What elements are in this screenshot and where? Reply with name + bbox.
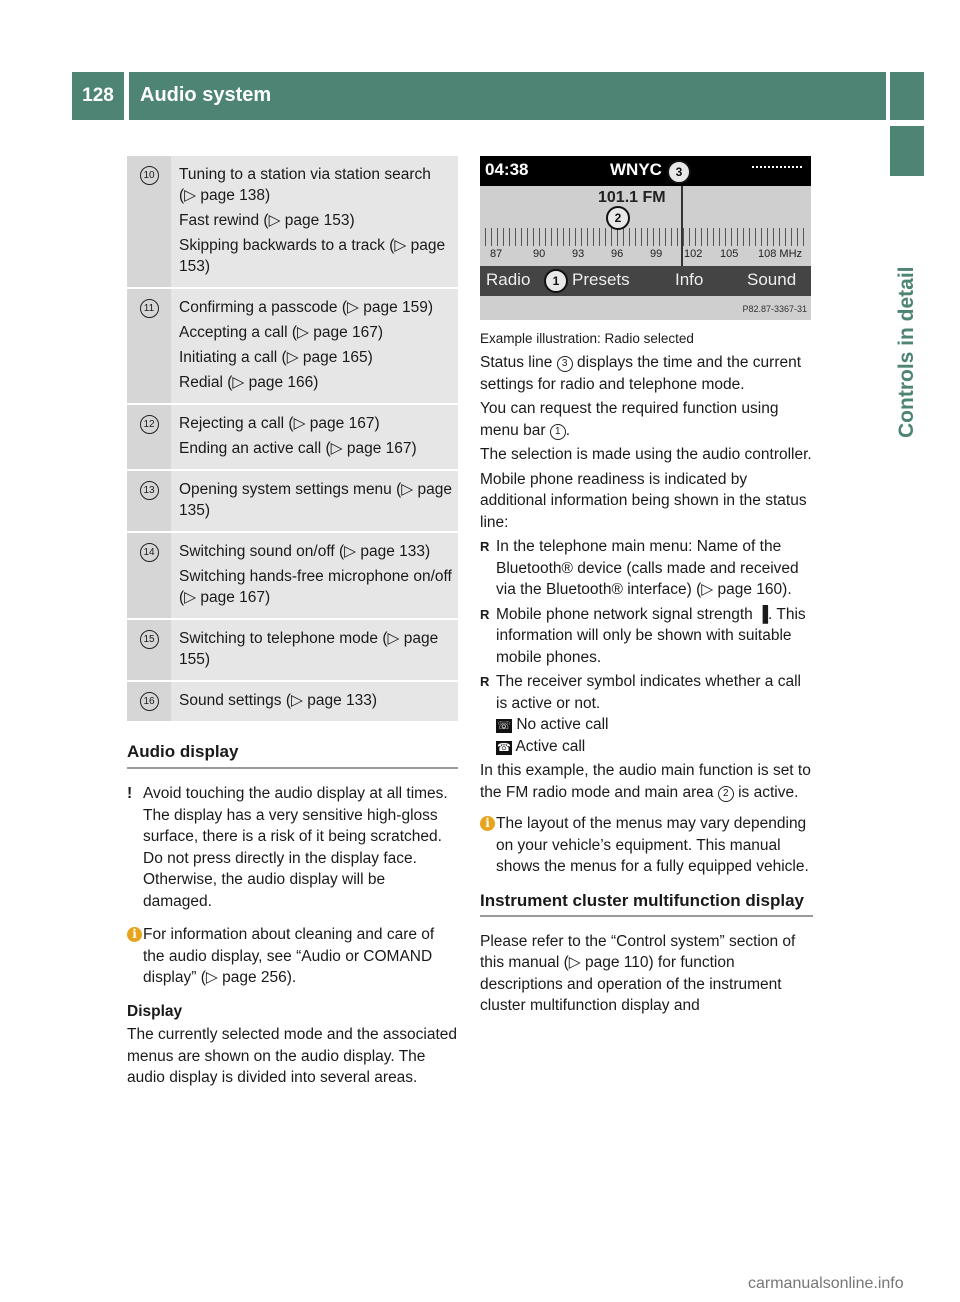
- callout-2: 2: [606, 206, 630, 230]
- right-column: Example illustration: Radio selected Status line 3 displays the time and the current settings for radio and telephone mode. You can request the required function using menu bar 1 . The selection is made using the audio controller. Mobile phone readiness is indicated by additional information being shown in the status line: R In the telephone main menu: Name of the Bluetooth® device (calls made and received via the Bluetooth® interface) (▷ page 160). R Mobile phone network signal strength ▐. This information will only be shown with suitable mobile phones. R The receiver symbol indicates whether a call is active or not. ☏ No active call ☎ Active call In this example, the audio main function is set to the FM radio mode and main area 2 is active. i The layout of the menus may vary depending on your vehicle’s equipment. This manual shows the menus for a fully equipped vehicle. Instrument cluster multifunction display Please refer to the “Control system” section of this manual (▷ page 110) for function descriptions and operation of the instrument cluster multifunction display and: [480, 331, 813, 1017]
- tuner-needle: [681, 186, 683, 266]
- section-heading: Audio display: [127, 742, 458, 769]
- callout-11: 11: [140, 299, 159, 318]
- section-title: Audio system: [129, 72, 886, 120]
- info-icon: i: [127, 927, 142, 942]
- table-row: [127, 289, 458, 405]
- table-cell: Redial (▷ page 166): [179, 374, 319, 391]
- callout-ref-3: 3: [557, 356, 573, 372]
- callout-ref-1: 1: [550, 424, 566, 440]
- radio-display-illustration: [480, 156, 811, 320]
- table-cell: Ending an active call (▷ page 167): [179, 440, 417, 457]
- scale-label: 87: [490, 248, 503, 260]
- table-cell: Opening system settings menu (▷ page 135): [179, 481, 452, 519]
- page-number: 128: [72, 72, 124, 120]
- table-row: [127, 471, 458, 533]
- frequency-scale: [485, 228, 807, 246]
- info-note: i The layout of the menus may vary depending on your vehicle’s equipment. This manual shows the menus for a fully equipped vehicle.: [480, 813, 813, 878]
- frequency: 101.1 FM: [598, 189, 666, 206]
- subheading: Display: [127, 1002, 183, 1020]
- function-table: [127, 156, 458, 723]
- callout-16: 16: [140, 692, 159, 711]
- menu-item-sound: Sound: [747, 270, 797, 289]
- scale-label: 93: [572, 248, 585, 260]
- callout-3: 3: [667, 160, 691, 184]
- menu-item-radio: Radio: [486, 270, 531, 289]
- menu-item-presets: Presets: [572, 270, 630, 289]
- scale-label: 102: [684, 248, 703, 260]
- list-item: R In the telephone main menu: Name of the Bluetooth® device (calls made and received via the Bluetooth® interface) (▷ page 160).: [480, 536, 813, 601]
- table-cell: Initiating a call (▷ page 165): [179, 349, 373, 366]
- table-cell: Rejecting a call (▷ page 167): [179, 415, 380, 432]
- footer-watermark: carmanualsonline.info: [748, 1275, 904, 1292]
- warning-icon: !: [127, 785, 133, 802]
- scale-label: 99: [650, 248, 663, 260]
- callout-12: 12: [140, 415, 159, 434]
- warning-note: ! Avoid touching the audio display at all times. The display has a very sensitive high-gloss surface, there is a risk of it being scratched. Do not press directly in the display face. Otherwise, the audio display will be damaged.: [127, 785, 448, 910]
- callout-14: 14: [140, 543, 159, 562]
- audio-display-section: [127, 742, 458, 1089]
- table-cell: Switching to telephone mode (▷ page 155): [179, 630, 439, 668]
- table-cell: Confirming a passcode (▷ page 159): [179, 299, 434, 316]
- figure-caption: Example illustration: Radio selected: [480, 331, 694, 346]
- table-row: [127, 620, 458, 682]
- table-row: [127, 405, 458, 471]
- table-cell: Switching hands-free microphone on/off (▷ page 167): [179, 568, 452, 606]
- station-name: WNYC: [610, 160, 662, 179]
- list-item: R Mobile phone network signal strength ▐. This information will only be shown with suitable mobile phones.: [480, 604, 813, 669]
- scale-label: 105: [720, 248, 739, 260]
- table-cell: Tuning to a station via station search (▷ page 138): [179, 166, 431, 204]
- callout-15: 15: [140, 630, 159, 649]
- figure-code: P82.87-3367-31: [742, 304, 807, 314]
- table-row: [127, 156, 458, 289]
- callout-1: 1: [544, 269, 568, 293]
- phone-hangup-icon: ☏: [497, 720, 511, 732]
- table-cell: Fast rewind (▷ page 153): [179, 212, 355, 229]
- header-side-block: [890, 72, 924, 120]
- clock-time: 04:38: [485, 160, 529, 179]
- scale-label: 108 MHz: [758, 248, 803, 260]
- signal-icon: [752, 166, 802, 176]
- side-tab-block: [890, 126, 924, 176]
- menu-item-info: Info: [675, 270, 704, 289]
- paragraph: Mobile phone readiness is indicated by additional information being shown in the status line:: [480, 470, 807, 531]
- menu-bar: [480, 266, 811, 296]
- callout-13: 13: [140, 481, 159, 500]
- callout-ref-2: 2: [718, 786, 734, 802]
- table-row: [127, 682, 458, 723]
- table-cell: Accepting a call (▷ page 167): [179, 324, 384, 341]
- table-row: [127, 533, 458, 620]
- table-cell: Sound settings (▷ page 133): [179, 692, 378, 709]
- side-tab-label: Controls in detail: [895, 266, 918, 438]
- scale-label: 90: [533, 248, 546, 260]
- scale-label: 96: [611, 248, 624, 260]
- paragraph: Please refer to the “Control system” section of this manual (▷ page 110) for function descriptions and operation of the instrument cluster multifunction display and: [480, 932, 796, 1014]
- info-icon: i: [480, 816, 495, 831]
- side-tab: [890, 126, 924, 1176]
- table-cell: Skipping backwards to a track (▷ page 153): [179, 237, 446, 275]
- list-item: R The receiver symbol indicates whether a call is active or not. ☏ No active call ☎ Active call: [480, 671, 813, 757]
- section-heading: Instrument cluster multifunction display: [480, 890, 813, 917]
- table-cell: Switching sound on/off (▷ page 133): [179, 543, 431, 560]
- paragraph: The currently selected mode and the associated menus are shown on the audio display. The audio display is divided into several areas.: [127, 1026, 457, 1086]
- paragraph: The selection is made using the audio controller.: [480, 446, 812, 463]
- phone-active-icon: ☎: [497, 741, 511, 754]
- info-note: i For information about cleaning and care of the audio display, see “Audio or COMAND display” (▷ page 256).: [127, 924, 458, 989]
- callout-10: 10: [140, 166, 159, 185]
